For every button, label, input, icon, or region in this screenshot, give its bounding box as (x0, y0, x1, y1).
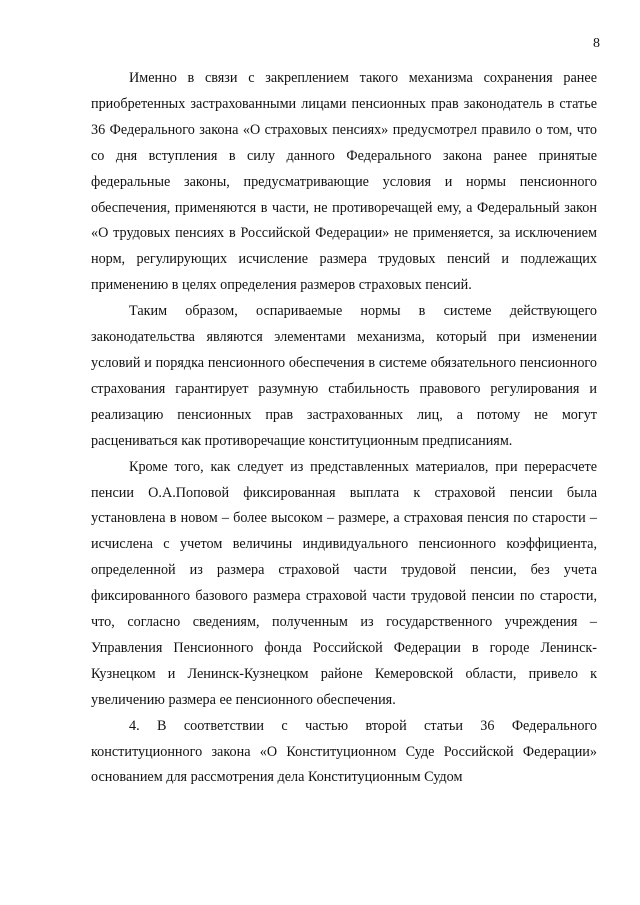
paragraph-mechanism: Именно в связи с закреплением такого механизма сохранения ранее приобретенных застрахованными лицами пенсионных прав законодатель в статье 36 Федерального закона «О страховых пенсиях» предусмотрел правило о том, что со дня вступления в силу данного Федерального закона ранее принятые федеральные законы, предусматривающие условия и нормы пенсионного обеспечения, применяются в части, не противоречащей ему, а Федеральный закон «О трудовых пенсиях в Российской Федерации» не применяется, за исключением норм, регулирующих исчисление размера трудовых пенсий и подлежащих применению в целях определения размеров страховых пенсий. (91, 70, 597, 294)
document-body (91, 66, 597, 791)
page-number: 8 (593, 36, 600, 51)
paragraph-grounds: 4. В соответствии с частью второй статьи 36 Федерального конституционного закона «О Конституционном Суде Российской Федерации» основанием для рассмотрения дела Конституционным Судом (91, 717, 597, 786)
paragraph-conclusion: Таким образом, оспариваемые нормы в системе действующего законодательства являются элементами механизма, который при изменении условий и порядка пенсионного обеспечения в системе обязательного пенсионного страхования гарантирует разумную стабильность правового регулирования и реализацию пенсионных прав застрахованных лиц, а потому не могут расцениваться как противоречащие конституционным предписаниям. (91, 303, 597, 449)
paragraph-recalculation: Кроме того, как следует из представленных материалов, при перерасчете пенсии О.А.Поповой фиксированная выплата к страховой пенсии была установлена в новом – более высоком – размере, а страховая пенсия по старости – исчислена с учетом величины индивидуального пенсионного коэффициента, определенной из размера страховой части трудовой пенсии, без учета фиксированного базового размера страховой части трудовой пенсии по старости, что, согласно сведениям, полученным из государственного учреждения – Управления Пенсионного фонда Российской Федерации в городе Ленинск-Кузнецком и Ленинск-Кузнецком районе Кемеровской области, привело к увеличению размера ее пенсионного обеспечения. (91, 458, 597, 708)
